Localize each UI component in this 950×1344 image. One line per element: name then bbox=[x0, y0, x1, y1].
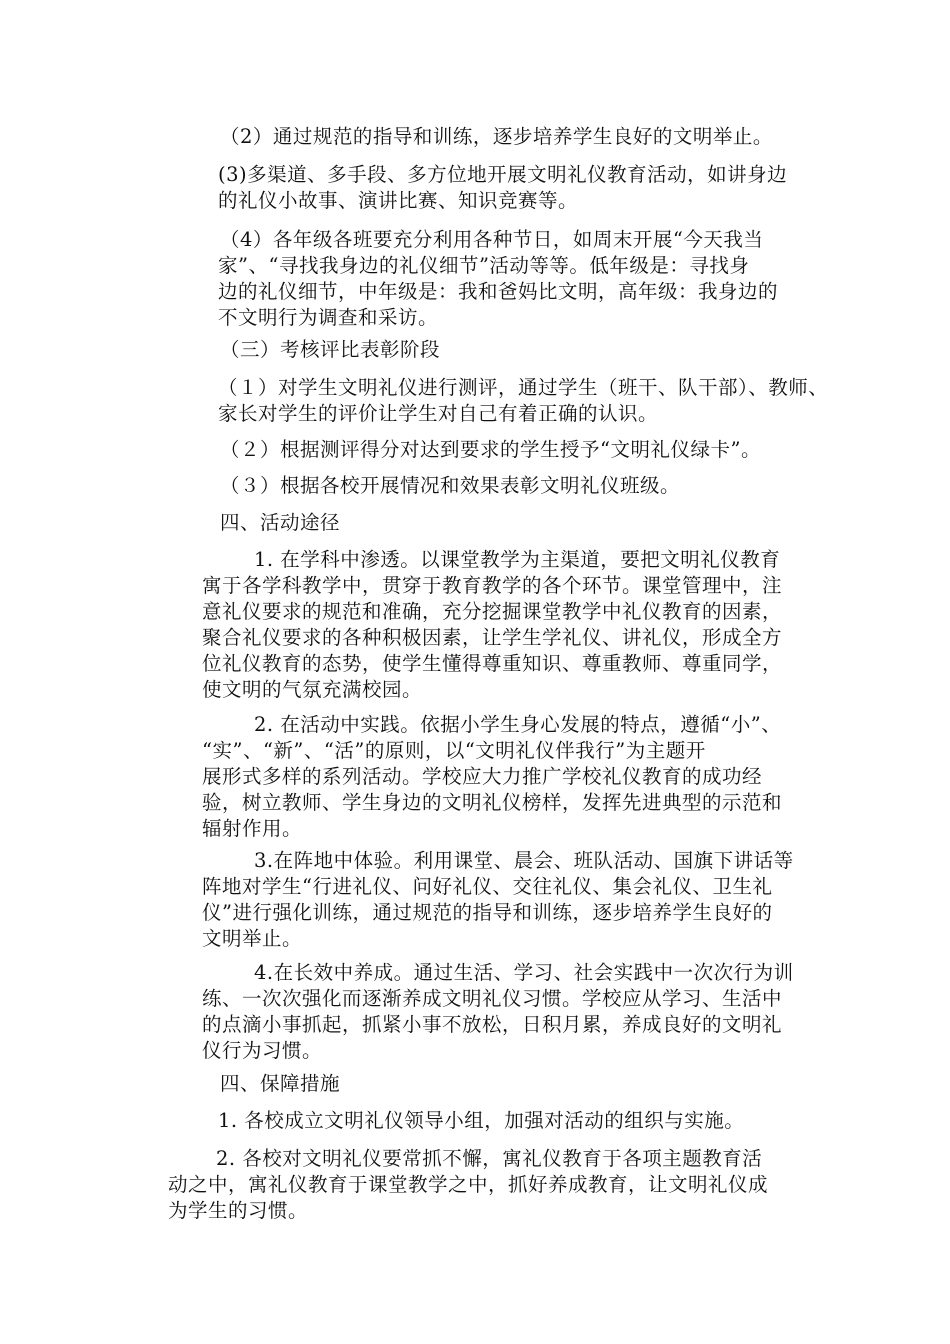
text-line: “实”、“新”、“活”的原则，以“文明礼仪伴我行”为主题开 bbox=[202, 739, 706, 762]
text-line: 家长对学生的评价让学生对自己有着正确的认识。 bbox=[218, 402, 659, 425]
text-line: 的点滴小事抓起，抓紧小事不放松，日积月累，养成良好的文明礼 bbox=[202, 1013, 783, 1036]
text-line: 使文明的气氛充满校园。 bbox=[202, 678, 423, 701]
text-line: 仪行为习惯。 bbox=[202, 1039, 323, 1062]
paragraph-green-card bbox=[220, 437, 761, 463]
text-line: （2）通过规范的指导和训练，逐步培养学生良好的文明举止。 bbox=[220, 125, 773, 148]
paragraph-student-evaluation bbox=[218, 375, 828, 427]
text-line: （３）根据各校开展情况和效果表彰文明礼仪班级。 bbox=[220, 474, 681, 497]
text-line: 仪”进行强化训练，通过规范的指导和训练，逐步培养学生良好的 bbox=[202, 901, 773, 924]
paragraph-festival-activities bbox=[218, 227, 778, 331]
text-line: 四、保障措施 bbox=[220, 1072, 341, 1095]
text-line: 边的礼仪细节，中年级是：我和爸妈比文明，高年级：我身边的 bbox=[218, 280, 779, 303]
text-line: 聚合礼仪要求的各种积极因素，让学生学礼仪、讲礼仪，形成全方 bbox=[202, 626, 783, 649]
text-line: （１）对学生文明礼仪进行测评，通过学生（班干、队干部）、教师、 bbox=[218, 376, 829, 399]
text-line: （三）考核评比表彰阶段 bbox=[220, 338, 441, 361]
paragraph-position-experience bbox=[202, 848, 794, 952]
paragraph-multi-channel-activities bbox=[218, 162, 787, 214]
text-line: 为学生的习惯。 bbox=[168, 1199, 309, 1222]
paragraph-guidance-training bbox=[220, 124, 773, 150]
paragraph-habit-formation bbox=[202, 960, 794, 1064]
text-line: 辐射作用。 bbox=[202, 817, 303, 840]
text-line: 位礼仪教育的态势，使学生懂得尊重知识、尊重教师、尊重同学， bbox=[202, 652, 783, 675]
text-line: 练、一次次强化而逐渐养成文明礼仪习惯。学校应从学习、生活中 bbox=[202, 987, 783, 1010]
section-heading-safeguards bbox=[220, 1071, 340, 1097]
text-line: 四、活动途径 bbox=[220, 511, 341, 534]
text-line: 2. 各校对文明礼仪要常抓不懈，寓礼仪教育于各项主题教育活 bbox=[216, 1147, 763, 1170]
text-line: 家”、“寻找我身边的礼仪细节”活动等等。低年级是：寻找身 bbox=[218, 254, 750, 277]
section-heading-activity-approaches bbox=[220, 510, 340, 536]
text-line: 展形式多样的系列活动。学校应大力推广学校礼仪教育的成功经 bbox=[202, 765, 763, 788]
paragraph-class-commendation bbox=[220, 473, 680, 499]
text-line: （２）根据测评得分对达到要求的学生授予“文明礼仪绿卡”。 bbox=[220, 438, 761, 461]
paragraph-leadership-group bbox=[218, 1108, 744, 1134]
text-line: 3.在阵地中体验。利用课堂、晨会、班队活动、国旗下讲话等 bbox=[254, 849, 794, 872]
text-line: （4）各年级各班要充分利用各种节日，如周末开展“今天我当 bbox=[220, 228, 764, 251]
text-line: 寓于各学科教学中，贯穿于教育教学的各个环节。课堂管理中，注 bbox=[202, 574, 783, 597]
text-line: 1. 各校成立文明礼仪领导小组，加强对活动的组织与实施。 bbox=[218, 1109, 745, 1132]
text-line: 的礼仪小故事、演讲比赛、知识竞赛等。 bbox=[218, 189, 579, 212]
paragraph-subject-integration bbox=[202, 547, 782, 703]
text-line: 文明举止。 bbox=[202, 927, 303, 950]
text-line: 阵地对学生“行进礼仪、问好礼仪、交往礼仪、集会礼仪、卫生礼 bbox=[202, 875, 773, 898]
paragraph-activity-practice bbox=[202, 712, 782, 842]
text-line: 不文明行为调查和采访。 bbox=[218, 306, 439, 329]
text-line: 意礼仪要求的规范和准确，充分挖掘课堂教学中礼仪教育的因素， bbox=[202, 600, 783, 623]
text-line: 验，树立教师、学生身边的文明礼仪榜样，发挥先进典型的示范和 bbox=[202, 791, 783, 814]
text-line: 4.在长效中养成。通过生活、学习、社会实践中一次次行为训 bbox=[254, 961, 794, 984]
text-line: 动之中，寓礼仪教育于课堂教学之中，抓好养成教育，让文明礼仪成 bbox=[168, 1173, 769, 1196]
section-heading-assessment bbox=[220, 337, 440, 363]
text-line: (3)多渠道、多手段、多方位地开展文明礼仪教育活动，如讲身边 bbox=[218, 163, 788, 186]
text-line: 2. 在活动中实践。依据小学生身心发展的特点，遵循“小”、 bbox=[254, 713, 782, 736]
paragraph-persistent-effort bbox=[168, 1146, 768, 1224]
text-line: 1. 在学科中渗透。以课堂教学为主渠道，要把文明礼仪教育 bbox=[254, 548, 781, 571]
